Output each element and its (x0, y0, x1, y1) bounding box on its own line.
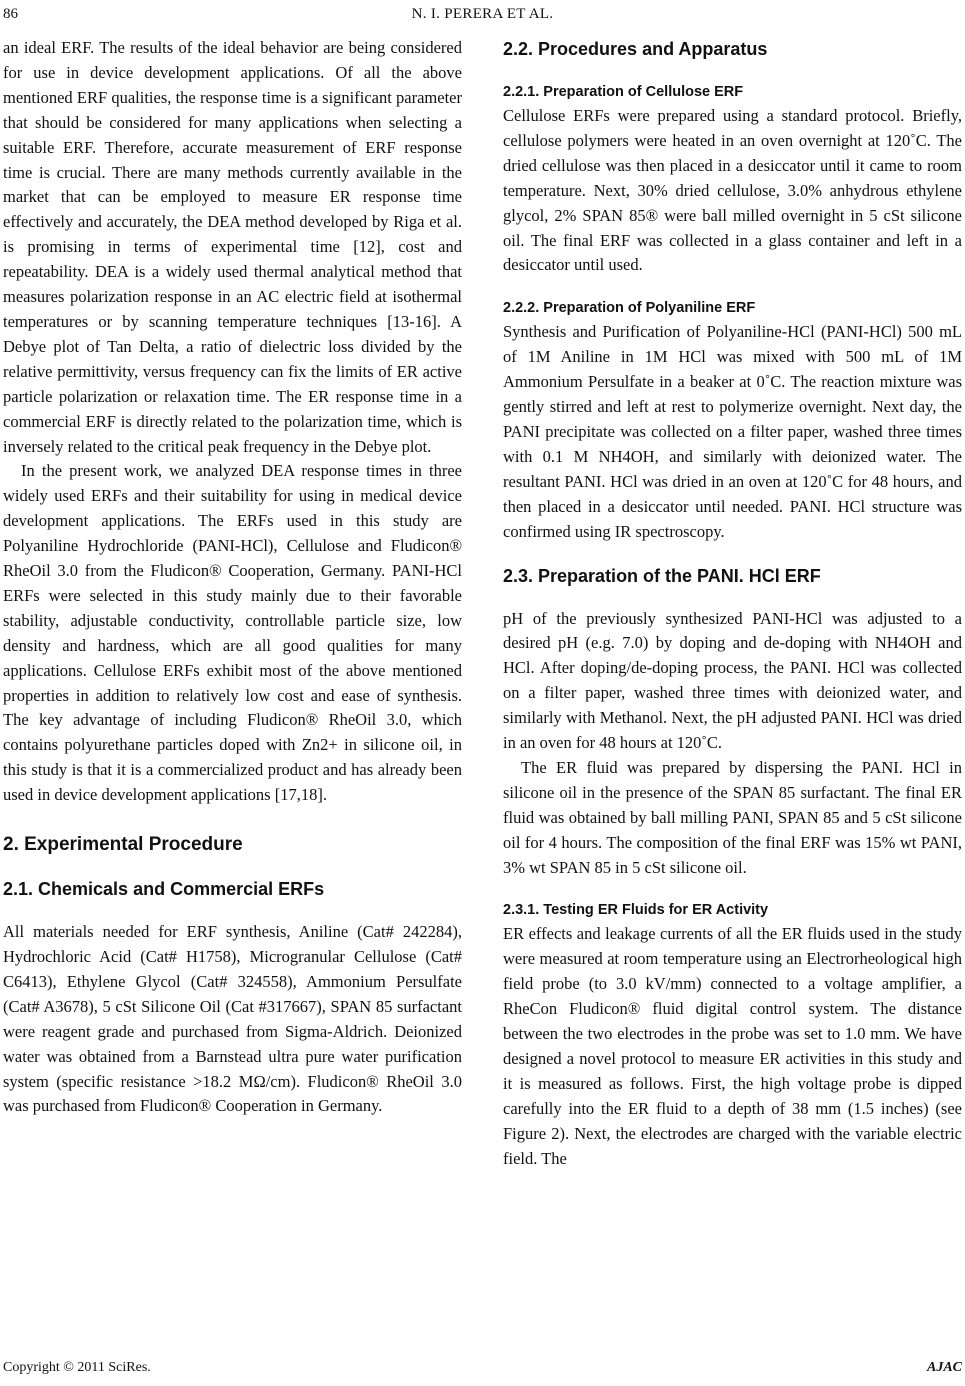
paragraph-present-work: In the present work, we analyzed DEA response times in three widely used ERFs and their suitability for using in medical device development applications. The ERFs used in this study are Polyaniline Hydrochloride (PANI-HCl), Cellulose and Fludicon® RheOil 3.0 from the Fludicon® Cooperation, Germany. PANI-HCl ERFs were selected in this study mainly due to their favorable stability, adjustable conductivity, controllable particle size, low density and hardness, which are all good qualities for many applications. Cellulose ERFs exhibit most of the above mentioned properties in addition to relatively low cost and ease of synthesis. The key advantage of including Fludicon® RheOil 3.0, which contains polyurethane particles doped with Zn2+ in silicone oil, in this study is that it is a commercialized product and has already been used in device development applications [17,18]. (3, 461, 462, 805)
journal-abbreviation: AJAC (926, 1360, 962, 1375)
page-header (0, 6, 965, 30)
page-footer (0, 1360, 965, 1382)
paragraph-cellulose-prep: Cellulose ERFs were prepared using a standard protocol. Briefly, cellulose polymers were heated in an oven overnight at 120˚C. The dried cellulose was then placed in a desiccator until it came to room temperature. Next, 30% dried cellulose, 3.0% anhydrous ethylene glycol, 2% SPAN 85® were ball milled overnight in 5 cSt silicone oil. The final ERF was collected in a glass container and left in a desiccator until used. (503, 106, 962, 275)
paragraph-er-fluid-prep: The ER fluid was prepared by dispersing the PANI. HCl in silicone oil in the presence of the SPAN 85 surfactant. The final ER fluid was obtained by ball milling PANI, SPAN 85 and 5 cSt silicone oil for 4 hours. The composition of the final ERF was 15% wt PANI, 3% wt SPAN 85 in 5 cSt silicone oil. (503, 757, 962, 877)
paragraph-materials: All materials needed for ERF synthesis, Aniline (Cat# 242284), Hydrochloric Acid (Cat# H1758), Microgranular Cellulose (Cat# C6413), Ethylene Glycol (Cat# 324558), Ammonium Persulfate (Cat# A3678), 5 cSt Silicone Oil (Cat #317667), SPAN 85 surfactant were reagent grade and purchased from Sigma-Aldrich. Deionized water was obtained from a Barnstead ultra pure water purification system (specific resistance >18.2 MΩ/cm). Fludicon® RheOil 3.0 was purchased from Fludicon® Cooperation in Germany. (3, 922, 462, 1116)
subsection-heading-pani-hcl-erf: 2.3. Preparation of the PANI. HCl ERF (503, 565, 821, 586)
paragraph-polyaniline-prep: Synthesis and Purification of Polyaniline-HCl (PANI-HCl) 500 mL of 1M Aniline in 1M HCl was mixed with 500 mL of 1M Ammonium Persulfate in a beaker at 0˚C. The reaction mixture was gently stirred and left at rest to polymerize overnight. Next day, the PANI precipitate was collected on a filter paper, washed three times with 0.1 M NH4OH, and similarly with deionized water. The resultant PANI. HCl was dried in an oven at 120˚C for 48 hours, and then placed in a desiccator until needed. PANI. HCl structure was confirmed using IR spectroscopy. (503, 322, 962, 541)
page-number: 86 (3, 6, 18, 22)
paragraph-intro-continued: an ideal ERF. The results of the ideal behavior are being considered for use in device development applications. Of all the above mentioned ERF qualities, the response time is a significant parameter that should be considered for many applications when selecting a suitable ERF. Therefore, accurate measurement of ERF response time is crucial. There are many methods currently available in the market that can be employed to measure ER response time effectively and accurately, the DEA method developed by Riga et al. is promising in terms of experimental time [12], cost and repeatability. DEA is a widely used thermal analytical method that measures polarization response in an AC electric field at isothermal temperatures or by scanning temperature techniques [13-16]. A Debye plot of Tan Delta, a ratio of dielectric loss divided by the relative permittivity, versus frequency can fix the limits of ER active particle polarization or relaxation time. The ER response time in a commercial ERF is directly related to the polarization time, which is inversely related to the critical peak frequency in the Debye plot. (3, 38, 462, 456)
subsubsection-heading-cellulose: 2.2.1. Preparation of Cellulose ERF (503, 84, 744, 100)
paragraph-testing: ER effects and leakage currents of all the ER fluids used in the study were measured at room temperature using an Electrorheological high field probe (to 3.0 kV/mm) connected to a voltage amplifier, a RheCon Fludicon® fluid digital control system. The distance between the two electrodes in the probe was set to 1.0 mm. We have designed a novel protocol to measure ER activities in this study and it is measured as follows. First, the high voltage probe is dipped carefully into the ER fluid to a depth of 38 mm (1.5 inches) (see Figure 2). Next, the electrodes are charged with the variable electric field. The (503, 924, 962, 1168)
running-title: N. I. PERERA ET AL. (411, 6, 554, 22)
section-heading-experimental-procedure: 2. Experimental Procedure (3, 834, 243, 856)
subsection-heading-chemicals: 2.1. Chemicals and Commercial ERFs (3, 879, 325, 900)
subsection-heading-procedures: 2.2. Procedures and Apparatus (503, 39, 768, 59)
paragraph-ph-adjust: pH of the previously synthesized PANI-HCl was adjusted to a desired pH (e.g. 7.0) by doping and de-doping with NH4OH and HCl. After doping/de-doping process, the PANI. HCl was collected on a filter paper, washed three times with deionized water, and similarly with Methanol. Next, the pH adjusted PANI. HCl was dried in an oven for 48 hours at 120˚C. (503, 608, 962, 753)
subsubsection-heading-testing: 2.3.1. Testing ER Fluids for ER Activity (503, 902, 769, 919)
subsubsection-heading-polyaniline: 2.2.2. Preparation of Polyaniline ERF (503, 300, 756, 317)
left-column (3, 36, 462, 1119)
copyright-text: Copyright © 2011 SciRes. (3, 1360, 151, 1375)
right-column (503, 36, 962, 1172)
